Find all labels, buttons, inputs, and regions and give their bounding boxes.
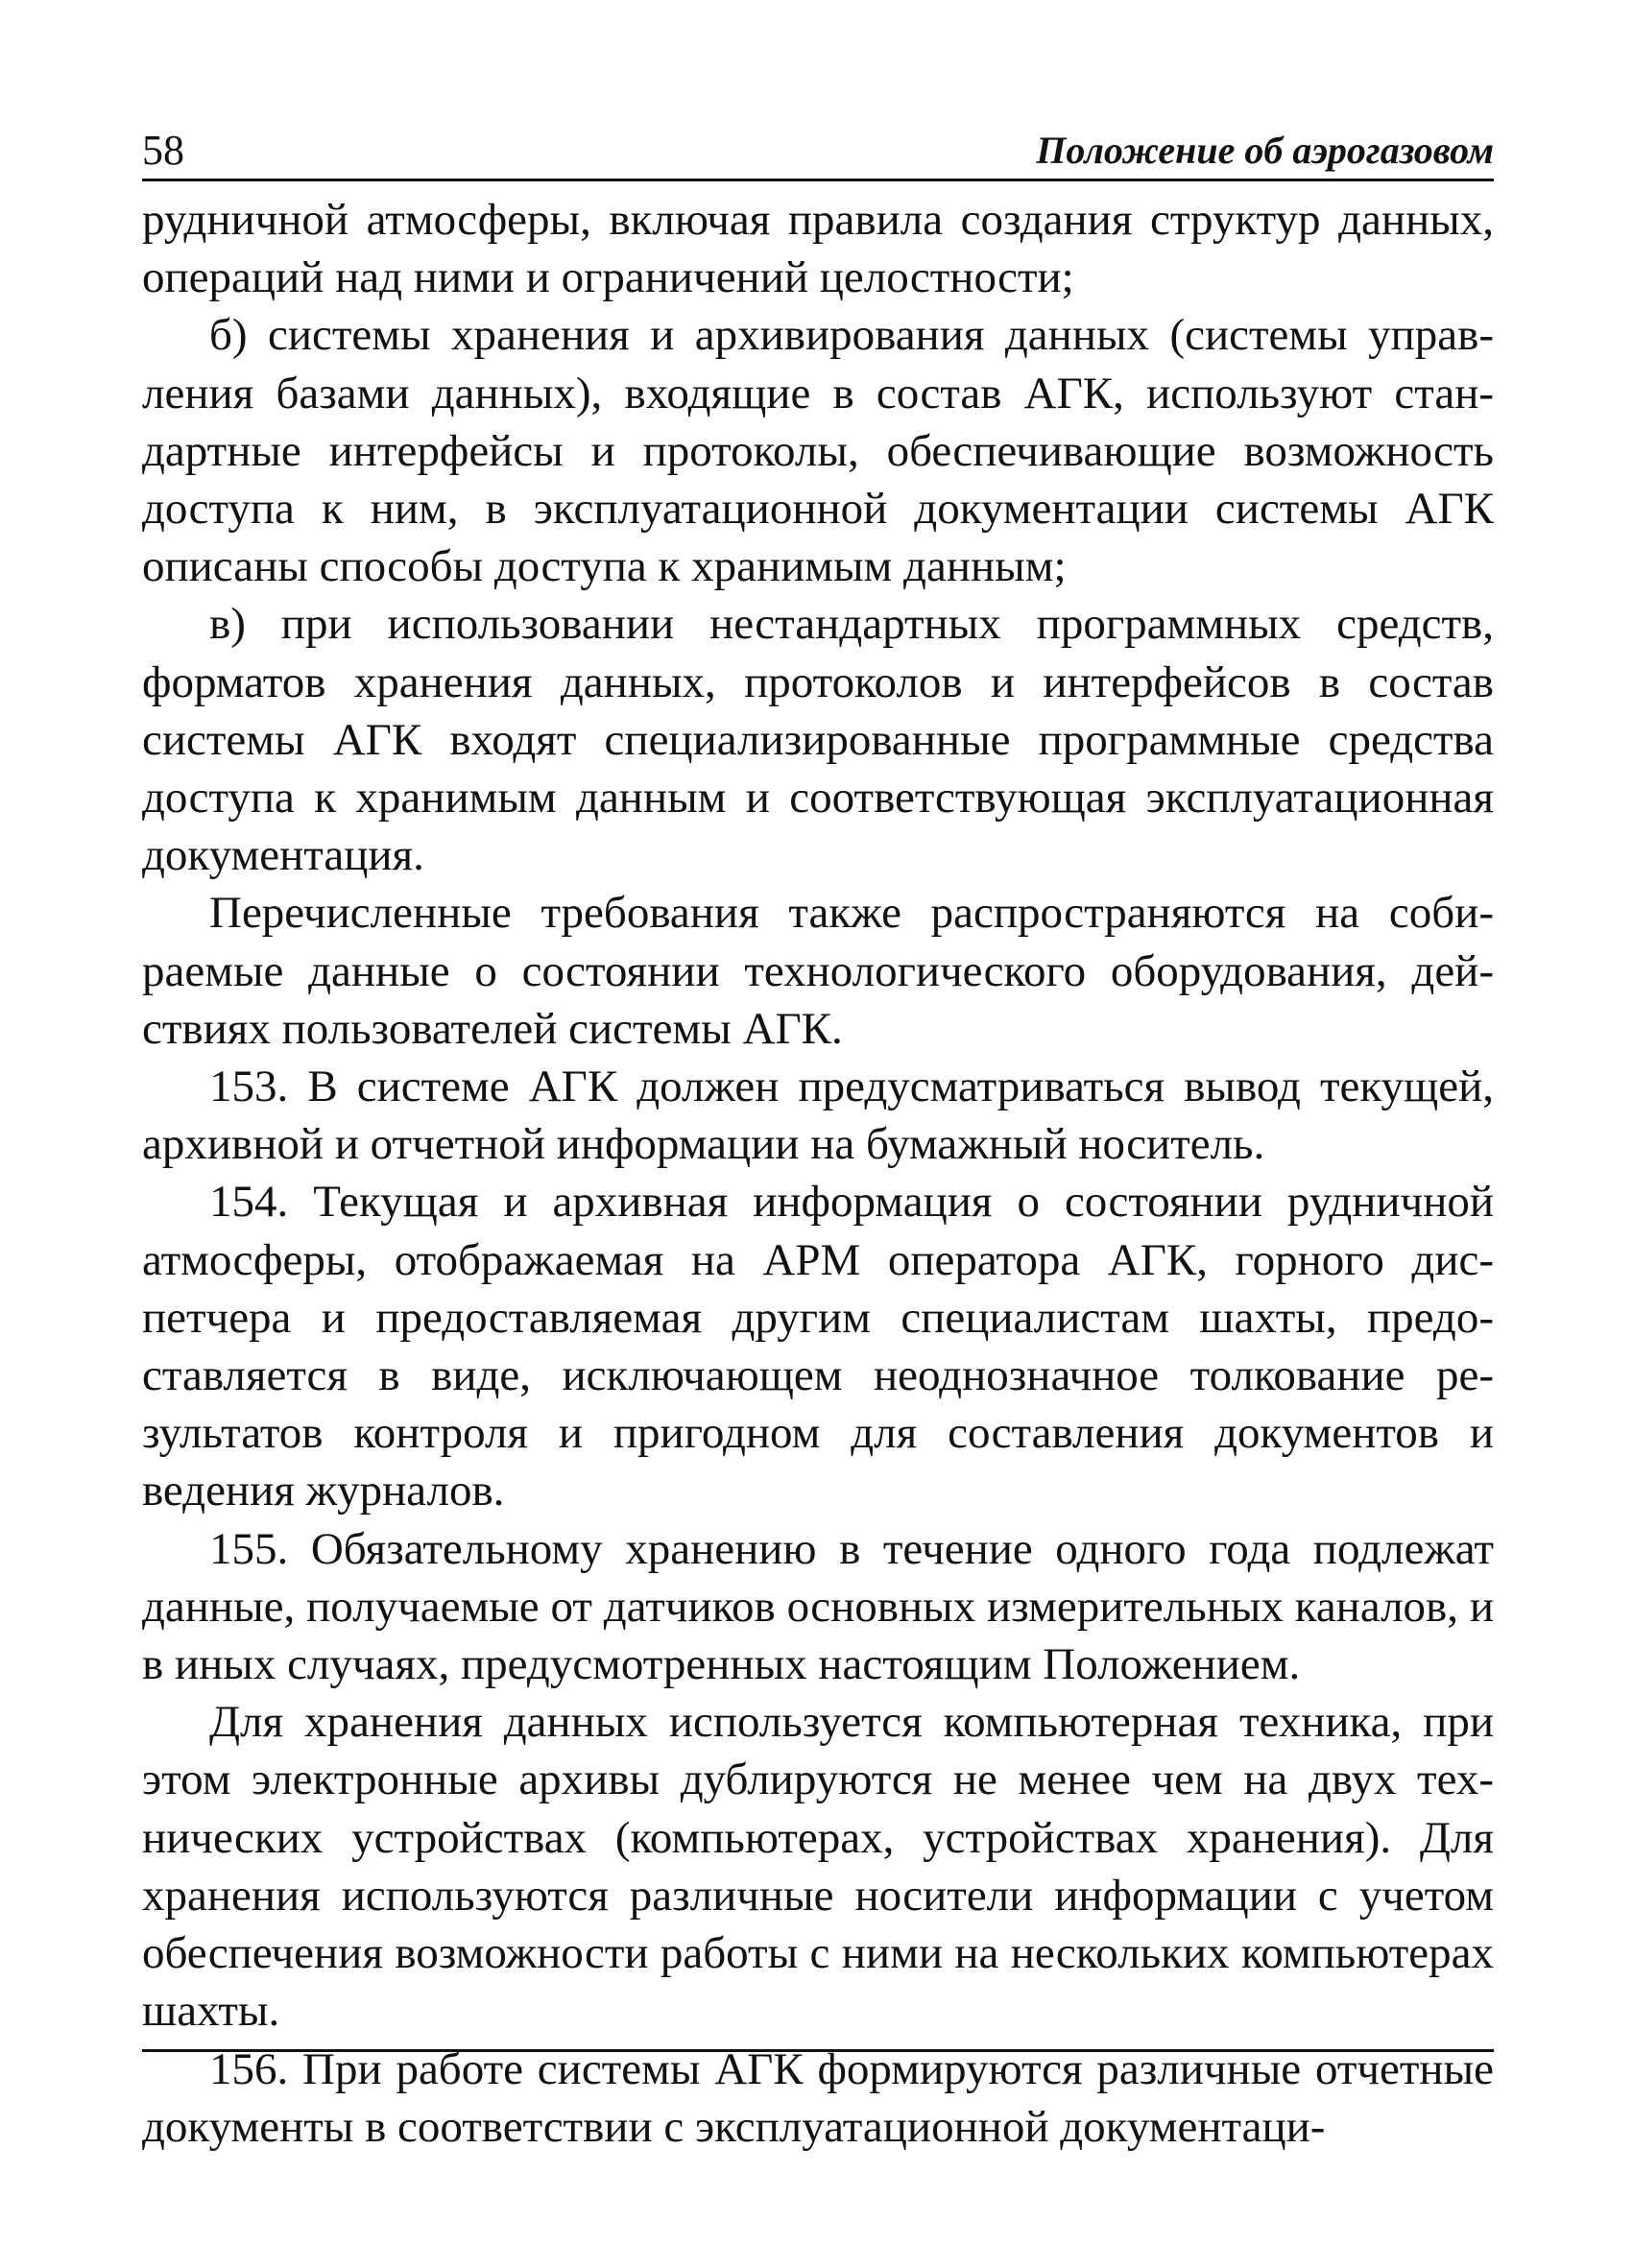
- running-head: Положение об аэрогазовом: [1036, 129, 1494, 172]
- paragraph-153: 153. В системе АГК должен предусматриваться вывод текущей, архивной и отчетной информации на бумажный носитель.: [142, 1062, 1494, 1170]
- paragraph-requirements: Перечисленные требования также распространяются на собираемые данные о состоянии технологического оборудования, действиях пользователей системы АГК.: [142, 888, 1494, 1054]
- paragraph-154: 154. Текущая и архивная информация о состоянии рудничной атмосферы, отображаемая на АРМ оператора АГК, горного диспетчера и предоставляемая другим специалистам шахты, предоставляется в виде, исключающем неоднозначное толкование результатов контроля и пригодном для составления документов и ведения журналов.: [142, 1177, 1494, 1516]
- paragraph-item-v: в) при использовании нестандартных программных средств, форматов хранения данных, протоколов и интерфейсов в состав системы АГК входят специализированные программные средства доступа к хранимым данным и соответствующая эксплуатационная документация.: [142, 599, 1494, 881]
- page-header: [142, 125, 1494, 181]
- paragraph-155: 155. Обязательному хранению в течение одного года подлежат данные, получаемые от датчиков основных измерительных каналов, и в иных случаях, предусмотренных настоящим Положением.: [142, 1523, 1494, 1690]
- paragraph-156: 156. При работе системы АГК формируются различные отчетные документы в соответствии с эксплуатационной документаци-: [142, 2043, 1494, 2152]
- paragraph-storage: Для хранения данных используется компьютерная техника, при этом электронные архивы дублируются не менее чем на двух технических устройствах (компьютерах, устройствах хранения). Для хранения используются различные носители информации с учетом обеспечения возможности работы с ними на нескольких компьютерах шахты.: [142, 1697, 1494, 2037]
- page-number: 58: [142, 127, 184, 174]
- body-text: [142, 191, 1494, 2156]
- paragraph-item-b: б) системы хранения и архивирования данных (системы управления базами данных), входящие в состав АГК, используют стандартные интерфейсы и протоколы, обеспечивающие возможность доступа к ним, в эксплуатационной документации системы АГК описаны способы доступа к хранимым данным;: [142, 310, 1494, 592]
- book-page: [142, 125, 1494, 2156]
- footer-rule: [142, 2049, 1494, 2052]
- paragraph-continuation: рудничной атмосферы, включая правила создания структур данных, операций над ними и ограничений целостности;: [142, 195, 1494, 303]
